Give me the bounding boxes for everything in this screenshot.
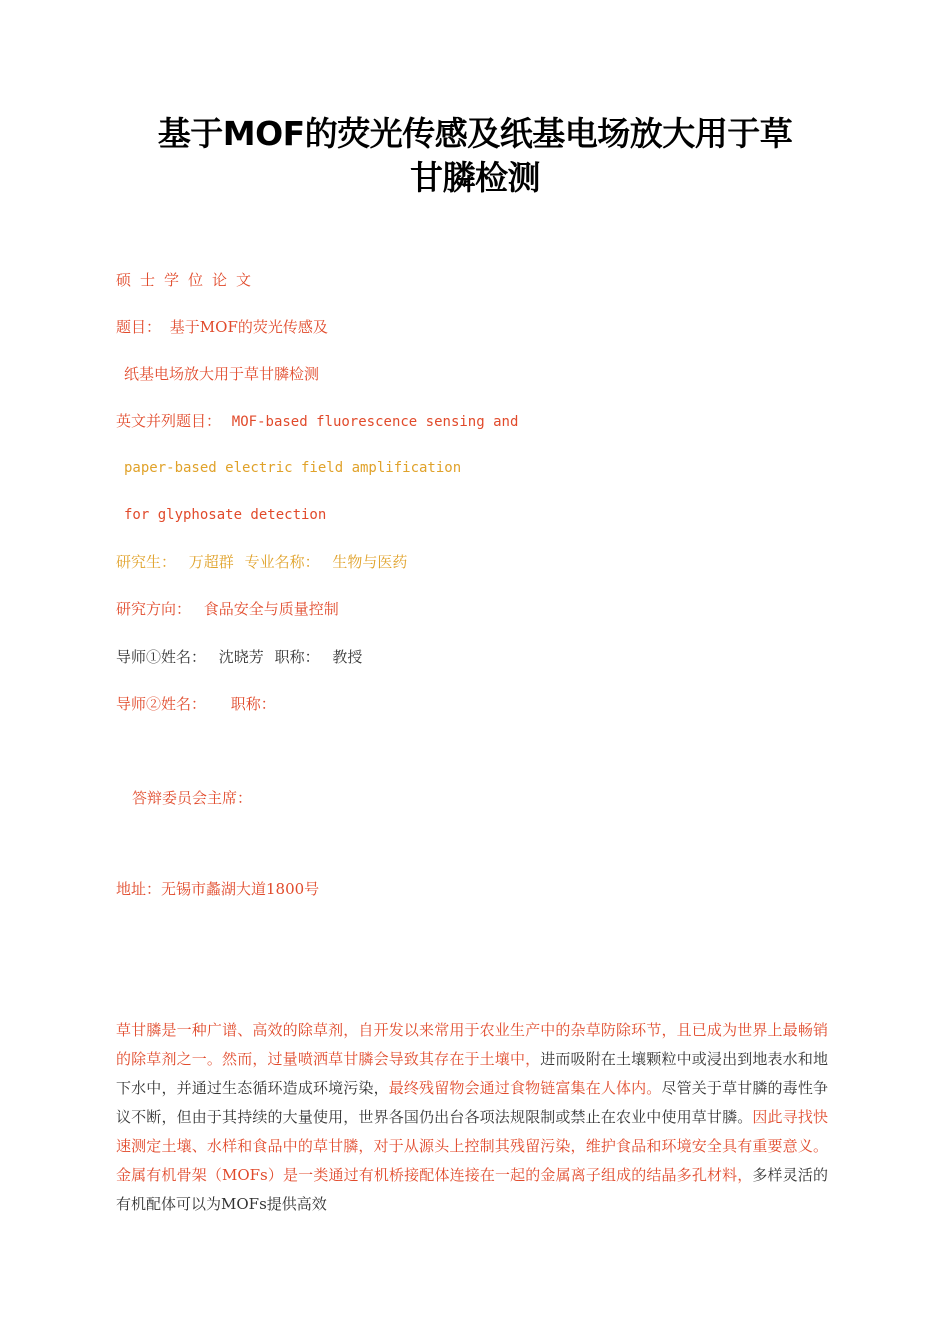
abstract-seg4: 尽管关于草甘膦的毒性争议不断，但由于其持续的大量使用，世界各国仍出台各项法规限制或禁止在农业中使用草甘膦。 <box>116 1079 828 1126</box>
title-label: 题目： <box>116 318 162 336</box>
advisor1-label: 导师①姓名： <box>116 648 207 666</box>
abstract-seg5: 因此寻找快速测定土壤、水样和食品中的草甘膦，对于从源头上控制其残留污染，维护食品和环境安全具有重要意义。金属有机骨架（MOFs）是一类通过有机桥接配体连接在一起的金属离子组成的结晶多孔材料， <box>116 1108 828 1184</box>
title-cn-row2 <box>124 364 319 384</box>
direction-value: 食品安全与质量控制 <box>203 600 339 618</box>
title-cn-part2: 纸基电场放大用于草甘膦检测 <box>124 365 320 383</box>
abstract-seg3: 最终残留物会通过食物链富集在人体内。 <box>388 1079 662 1097</box>
abstract-seg2: 进而吸附在土壤颗粒中或浸出到地表水和地下水中，并通过生态循环造成环境污染， <box>116 1050 828 1097</box>
abstract-paragraph <box>116 1016 828 1219</box>
advisor2-label: 导师②姓名： <box>116 695 207 713</box>
direction-label: 研究方向： <box>116 600 192 618</box>
title-en-row2 <box>124 458 461 478</box>
thesis-title <box>110 112 840 200</box>
address-row <box>116 879 319 899</box>
direction-row <box>116 599 339 619</box>
title-en-row3 <box>124 505 326 525</box>
title-en-part1: MOF-based fluorescence sensing and <box>231 414 519 430</box>
title-en-row1 <box>116 411 518 432</box>
advisor1-rank-label: 职称： <box>274 648 320 666</box>
title-cn-part1: 基于MOF的荧光传感及 <box>169 318 328 336</box>
major-name: 生物与医药 <box>332 553 408 571</box>
degree-type <box>116 270 260 290</box>
student-name: 万超群 <box>188 553 234 571</box>
title-cn-row1 <box>116 317 328 337</box>
advisor1-name: 沈晓芳 <box>218 648 264 666</box>
student-row <box>116 552 407 572</box>
degree-type-text: 硕士学位论文 <box>116 271 261 289</box>
abstract-seg1: 草甘膦是一种广谱、高效的除草剂，自开发以来常用于农业生产中的杂草防除环节，且已成为世界上最畅销的除草剂之一。然而，过量喷洒草甘膦会导致其存在于土壤中， <box>116 1021 828 1068</box>
committee-label: 答辩委员会主席： <box>132 789 253 807</box>
committee-row <box>132 788 252 808</box>
advisor1-row <box>116 647 362 667</box>
thesis-title-line1: 基于MOF的荧光传感及纸基电场放大用于草 <box>157 114 793 153</box>
advisor1-rank: 教授 <box>332 648 363 666</box>
title-en-label: 英文并列题目： <box>116 412 222 430</box>
student-label: 研究生： <box>116 553 177 571</box>
title-en-part3: for glyphosate detection <box>124 507 327 523</box>
advisor2-rank-label: 职称： <box>230 695 276 713</box>
major-label: 专业名称： <box>244 553 320 571</box>
title-en-part2: paper-based electric field amplification <box>124 460 462 476</box>
address-text: 地址：无锡市蠡湖大道1800号 <box>116 880 320 898</box>
abstract-seg6: 多样灵活的有机配体可以为MOFs提供高效 <box>116 1166 828 1213</box>
thesis-title-line2: 甘膦检测 <box>410 158 540 197</box>
advisor2-row <box>116 694 276 714</box>
